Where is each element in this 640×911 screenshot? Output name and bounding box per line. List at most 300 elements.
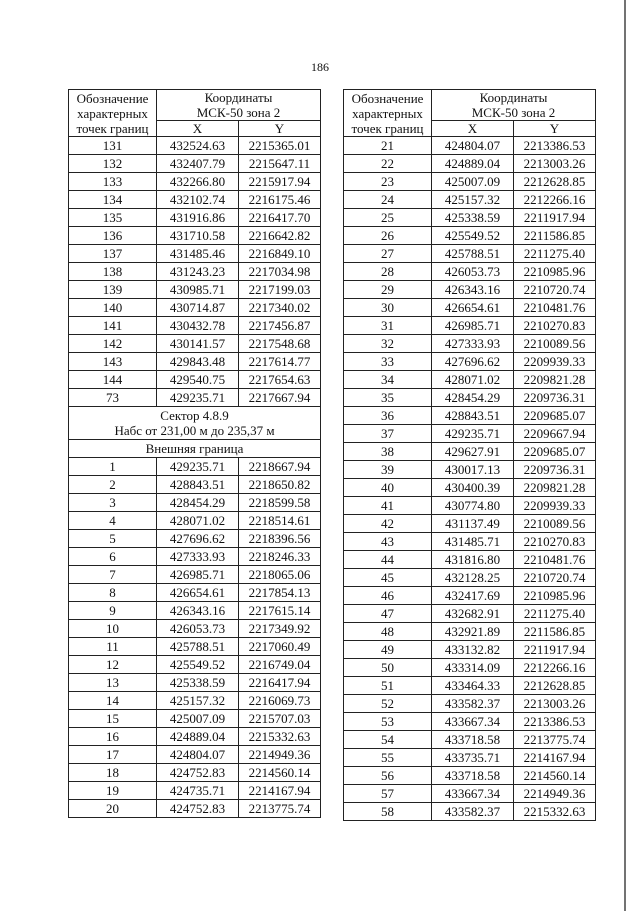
- point-id: 39: [344, 461, 432, 479]
- point-id: 21: [344, 137, 432, 155]
- point-id: 132: [69, 155, 157, 173]
- point-id: 131: [69, 137, 157, 155]
- y-coordinate: 2213386.53: [514, 137, 596, 155]
- x-coordinate: 427696.62: [157, 530, 239, 548]
- x-coordinate: 433132.82: [432, 641, 514, 659]
- point-id: 55: [344, 749, 432, 767]
- y-coordinate: 2217614.77: [239, 353, 321, 371]
- x-coordinate: 424889.04: [157, 728, 239, 746]
- table-row: [344, 299, 596, 317]
- y-coordinate: 2210089.56: [514, 335, 596, 353]
- table-row: [344, 191, 596, 209]
- x-coordinate: 433582.37: [432, 803, 514, 821]
- table-row: [344, 389, 596, 407]
- coordinates-table-left: [68, 89, 321, 818]
- x-coordinate: 426053.73: [157, 620, 239, 638]
- point-id: 137: [69, 245, 157, 263]
- y-coordinate: 2209736.31: [514, 389, 596, 407]
- y-coordinate: 2213386.53: [514, 713, 596, 731]
- point-id: 141: [69, 317, 157, 335]
- x-coordinate: 433718.58: [432, 731, 514, 749]
- y-coordinate: 2212628.85: [514, 677, 596, 695]
- point-id: 140: [69, 299, 157, 317]
- table-row: [344, 785, 596, 803]
- y-coordinate: 2214949.36: [239, 746, 321, 764]
- point-id: 17: [69, 746, 157, 764]
- point-id: 48: [344, 623, 432, 641]
- x-coordinate: 429540.75: [157, 371, 239, 389]
- y-coordinate: 2217199.03: [239, 281, 321, 299]
- table-row: [69, 656, 321, 674]
- y-coordinate: 2209821.28: [514, 479, 596, 497]
- point-id: 15: [69, 710, 157, 728]
- table-row: [69, 548, 321, 566]
- y-coordinate: 2217548.68: [239, 335, 321, 353]
- point-id: 57: [344, 785, 432, 803]
- table-row: [344, 425, 596, 443]
- table-row: [344, 263, 596, 281]
- point-id: 143: [69, 353, 157, 371]
- y-coordinate: 2218599.58: [239, 494, 321, 512]
- y-coordinate: 2213003.26: [514, 695, 596, 713]
- x-coordinate: 424752.83: [157, 800, 239, 818]
- table-row: [69, 638, 321, 656]
- table-row: [344, 137, 596, 155]
- table-row: [344, 551, 596, 569]
- x-coordinate: 424804.07: [157, 746, 239, 764]
- y-column-header: Y: [239, 121, 321, 137]
- x-coordinate: 428843.51: [432, 407, 514, 425]
- y-coordinate: 2213775.74: [239, 800, 321, 818]
- point-id: 52: [344, 695, 432, 713]
- table-row: [69, 800, 321, 818]
- x-coordinate: 432407.79: [157, 155, 239, 173]
- table-row: [344, 533, 596, 551]
- point-id: 144: [69, 371, 157, 389]
- y-coordinate: 2209821.28: [514, 371, 596, 389]
- table-row: [344, 461, 596, 479]
- y-coordinate: 2210270.83: [514, 533, 596, 551]
- x-coordinate: 425549.52: [157, 656, 239, 674]
- point-id: 133: [69, 173, 157, 191]
- y-coordinate: 2211586.85: [514, 227, 596, 245]
- x-coordinate: 432417.69: [432, 587, 514, 605]
- table-row: [69, 191, 321, 209]
- point-id: 35: [344, 389, 432, 407]
- y-coordinate: 2213775.74: [514, 731, 596, 749]
- point-id: 19: [69, 782, 157, 800]
- x-coordinate: 426985.71: [157, 566, 239, 584]
- x-coordinate: 433582.37: [432, 695, 514, 713]
- table-row: [344, 317, 596, 335]
- x-coordinate: 426654.61: [432, 299, 514, 317]
- table-row: [69, 317, 321, 335]
- x-coordinate: 426053.73: [432, 263, 514, 281]
- x-coordinate: 432102.74: [157, 191, 239, 209]
- x-column-header: X: [432, 121, 514, 137]
- table-row: [344, 767, 596, 785]
- table-row: [344, 677, 596, 695]
- table-row: [69, 209, 321, 227]
- y-coordinate: 2215647.11: [239, 155, 321, 173]
- y-coordinate: 2212628.85: [514, 173, 596, 191]
- table-row: [69, 281, 321, 299]
- point-id: 138: [69, 263, 157, 281]
- y-coordinate: 2209736.31: [514, 461, 596, 479]
- table-row: [69, 389, 321, 407]
- point-id: 42: [344, 515, 432, 533]
- boundary-title: [69, 440, 321, 458]
- x-coordinate: 431485.71: [432, 533, 514, 551]
- point-id: 18: [69, 764, 157, 782]
- point-id: 13: [69, 674, 157, 692]
- x-coordinate: 425157.32: [432, 191, 514, 209]
- table-row: [344, 443, 596, 461]
- y-coordinate: 2218065.06: [239, 566, 321, 584]
- point-id: 58: [344, 803, 432, 821]
- point-id: 5: [69, 530, 157, 548]
- table-row: [344, 245, 596, 263]
- table-row: [69, 728, 321, 746]
- table-row: [344, 155, 596, 173]
- table-row: [344, 623, 596, 641]
- y-coordinate: 2218246.33: [239, 548, 321, 566]
- table-row: [69, 263, 321, 281]
- table-row: [344, 713, 596, 731]
- y-coordinate: 2217060.49: [239, 638, 321, 656]
- point-id: 53: [344, 713, 432, 731]
- boundary-title-cell: Внешняя граница: [69, 440, 321, 458]
- point-id: 4: [69, 512, 157, 530]
- point-id: 30: [344, 299, 432, 317]
- point-id: 134: [69, 191, 157, 209]
- y-coordinate: 2215332.63: [514, 803, 596, 821]
- y-coordinate: 2216642.82: [239, 227, 321, 245]
- table-row: [344, 587, 596, 605]
- scan-edge: [624, 0, 626, 911]
- point-id: 26: [344, 227, 432, 245]
- y-coordinate: 2214949.36: [514, 785, 596, 803]
- y-coordinate: 2218667.94: [239, 458, 321, 476]
- y-coordinate: 2216749.04: [239, 656, 321, 674]
- y-coordinate: 2214560.14: [514, 767, 596, 785]
- points-column-header: Обозначение характерных точек границ: [69, 90, 157, 137]
- x-coordinate: 425788.51: [157, 638, 239, 656]
- x-coordinate: 425788.51: [432, 245, 514, 263]
- table-row: [69, 530, 321, 548]
- x-coordinate: 429235.71: [432, 425, 514, 443]
- x-coordinate: 430017.13: [432, 461, 514, 479]
- coordinates-header: Координаты МСК-50 зона 2: [432, 90, 596, 121]
- x-coordinate: 425338.59: [432, 209, 514, 227]
- point-id: 28: [344, 263, 432, 281]
- x-coordinate: 431816.80: [432, 551, 514, 569]
- coordinates-table-right: [343, 89, 596, 821]
- coordinates-header: Координаты МСК-50 зона 2: [157, 90, 321, 121]
- y-coordinate: 2209685.07: [514, 443, 596, 461]
- point-id: 51: [344, 677, 432, 695]
- point-id: 40: [344, 479, 432, 497]
- y-coordinate: 2215332.63: [239, 728, 321, 746]
- table-row: [69, 335, 321, 353]
- x-coordinate: 428071.02: [157, 512, 239, 530]
- x-coordinate: 432524.63: [157, 137, 239, 155]
- point-id: 46: [344, 587, 432, 605]
- point-id: 44: [344, 551, 432, 569]
- table-row: [344, 605, 596, 623]
- y-coordinate: 2213003.26: [514, 155, 596, 173]
- y-coordinate: 2210270.83: [514, 317, 596, 335]
- x-coordinate: 428454.29: [157, 494, 239, 512]
- table-row: [69, 566, 321, 584]
- point-id: 10: [69, 620, 157, 638]
- y-coordinate: 2217667.94: [239, 389, 321, 407]
- point-id: 8: [69, 584, 157, 602]
- x-coordinate: 424752.83: [157, 764, 239, 782]
- table-row: [69, 746, 321, 764]
- table-row: [69, 764, 321, 782]
- point-id: 50: [344, 659, 432, 677]
- x-coordinate: 430985.71: [157, 281, 239, 299]
- x-coordinate: 430432.78: [157, 317, 239, 335]
- point-id: 1: [69, 458, 157, 476]
- point-id: 136: [69, 227, 157, 245]
- y-coordinate: 2215917.94: [239, 173, 321, 191]
- x-coordinate: 428071.02: [432, 371, 514, 389]
- y-coordinate: 2216175.46: [239, 191, 321, 209]
- x-coordinate: 428843.51: [157, 476, 239, 494]
- table-row: [344, 497, 596, 515]
- x-coordinate: 432128.25: [432, 569, 514, 587]
- y-coordinate: 2216417.94: [239, 674, 321, 692]
- table-row: [344, 515, 596, 533]
- point-id: 32: [344, 335, 432, 353]
- table-row: [344, 173, 596, 191]
- table-row: [69, 782, 321, 800]
- y-coordinate: 2210481.76: [514, 551, 596, 569]
- table-row: [344, 407, 596, 425]
- x-coordinate: 425549.52: [432, 227, 514, 245]
- x-coordinate: 431137.49: [432, 515, 514, 533]
- point-id: 142: [69, 335, 157, 353]
- point-id: 43: [344, 533, 432, 551]
- x-coordinate: 433718.58: [432, 767, 514, 785]
- x-coordinate: 426343.16: [432, 281, 514, 299]
- point-id: 20: [69, 800, 157, 818]
- point-id: 31: [344, 317, 432, 335]
- point-id: 56: [344, 767, 432, 785]
- table-row: [69, 227, 321, 245]
- x-coordinate: 431485.46: [157, 245, 239, 263]
- table-row: [344, 695, 596, 713]
- point-id: 135: [69, 209, 157, 227]
- x-coordinate: 433464.33: [432, 677, 514, 695]
- table-row: [344, 659, 596, 677]
- point-id: 24: [344, 191, 432, 209]
- y-coordinate: 2215707.03: [239, 710, 321, 728]
- table-row: [69, 512, 321, 530]
- table-row: [69, 245, 321, 263]
- x-coordinate: 427333.93: [432, 335, 514, 353]
- point-id: 16: [69, 728, 157, 746]
- point-id: 23: [344, 173, 432, 191]
- y-coordinate: 2211917.94: [514, 641, 596, 659]
- x-coordinate: 424804.07: [432, 137, 514, 155]
- point-id: 11: [69, 638, 157, 656]
- y-coordinate: 2210985.96: [514, 587, 596, 605]
- y-coordinate: 2210089.56: [514, 515, 596, 533]
- point-id: 2: [69, 476, 157, 494]
- y-coordinate: 2209939.33: [514, 497, 596, 515]
- x-coordinate: 427333.93: [157, 548, 239, 566]
- x-coordinate: 426343.16: [157, 602, 239, 620]
- x-coordinate: 427696.62: [432, 353, 514, 371]
- table-row: [344, 803, 596, 821]
- table-row: [69, 155, 321, 173]
- table-row: [69, 710, 321, 728]
- point-id: 14: [69, 692, 157, 710]
- y-coordinate: 2217615.14: [239, 602, 321, 620]
- point-id: 12: [69, 656, 157, 674]
- point-id: 139: [69, 281, 157, 299]
- table-row: [69, 137, 321, 155]
- x-coordinate: 432682.91: [432, 605, 514, 623]
- point-id: 25: [344, 209, 432, 227]
- table-row: [344, 353, 596, 371]
- point-id: 36: [344, 407, 432, 425]
- point-id: 27: [344, 245, 432, 263]
- x-coordinate: 430774.80: [432, 497, 514, 515]
- point-id: 45: [344, 569, 432, 587]
- y-coordinate: 2216069.73: [239, 692, 321, 710]
- point-id: 38: [344, 443, 432, 461]
- y-coordinate: 2218650.82: [239, 476, 321, 494]
- point-id: 33: [344, 353, 432, 371]
- x-coordinate: 430141.57: [157, 335, 239, 353]
- y-coordinate: 2212266.16: [514, 659, 596, 677]
- x-coordinate: 429627.91: [432, 443, 514, 461]
- point-id: 9: [69, 602, 157, 620]
- y-coordinate: 2214560.14: [239, 764, 321, 782]
- x-column-header: X: [157, 121, 239, 137]
- x-coordinate: 431710.58: [157, 227, 239, 245]
- x-coordinate: 426985.71: [432, 317, 514, 335]
- x-coordinate: 430714.87: [157, 299, 239, 317]
- table-row: [69, 584, 321, 602]
- x-coordinate: 433667.34: [432, 785, 514, 803]
- x-coordinate: 425157.32: [157, 692, 239, 710]
- y-coordinate: 2216417.70: [239, 209, 321, 227]
- table-row: [344, 335, 596, 353]
- x-coordinate: 425007.09: [432, 173, 514, 191]
- table-row: [344, 479, 596, 497]
- x-coordinate: 432266.80: [157, 173, 239, 191]
- y-coordinate: 2211917.94: [514, 209, 596, 227]
- y-coordinate: 2209939.33: [514, 353, 596, 371]
- x-coordinate: 429843.48: [157, 353, 239, 371]
- y-coordinate: 2210985.96: [514, 263, 596, 281]
- y-coordinate: 2209685.07: [514, 407, 596, 425]
- table-row: [344, 641, 596, 659]
- table-row: [69, 173, 321, 191]
- x-coordinate: 429235.71: [157, 389, 239, 407]
- y-coordinate: 2217854.13: [239, 584, 321, 602]
- point-id: 73: [69, 389, 157, 407]
- sector-title: [69, 407, 321, 440]
- table-row: [69, 476, 321, 494]
- table-row: [69, 458, 321, 476]
- x-coordinate: 424889.04: [432, 155, 514, 173]
- x-coordinate: 428454.29: [432, 389, 514, 407]
- point-id: 41: [344, 497, 432, 515]
- table-row: [69, 299, 321, 317]
- point-id: 47: [344, 605, 432, 623]
- table-row: [344, 209, 596, 227]
- point-id: 7: [69, 566, 157, 584]
- y-coordinate: 2210720.74: [514, 281, 596, 299]
- y-coordinate: 2214167.94: [239, 782, 321, 800]
- x-coordinate: 425007.09: [157, 710, 239, 728]
- point-id: 6: [69, 548, 157, 566]
- y-coordinate: 2217349.92: [239, 620, 321, 638]
- point-id: 54: [344, 731, 432, 749]
- table-row: [69, 602, 321, 620]
- x-coordinate: 431243.23: [157, 263, 239, 281]
- table-row: [69, 353, 321, 371]
- x-coordinate: 431916.86: [157, 209, 239, 227]
- y-coordinate: 2211586.85: [514, 623, 596, 641]
- point-id: 34: [344, 371, 432, 389]
- x-coordinate: 433735.71: [432, 749, 514, 767]
- y-coordinate: 2210481.76: [514, 299, 596, 317]
- x-coordinate: 430400.39: [432, 479, 514, 497]
- table-row: [344, 749, 596, 767]
- table-row: [69, 674, 321, 692]
- x-coordinate: 425338.59: [157, 674, 239, 692]
- y-coordinate: 2209667.94: [514, 425, 596, 443]
- point-id: 29: [344, 281, 432, 299]
- y-coordinate: 2211275.40: [514, 605, 596, 623]
- page-number: 186: [311, 60, 329, 74]
- y-coordinate: 2214167.94: [514, 749, 596, 767]
- points-column-header: Обозначение характерных точек границ: [344, 90, 432, 137]
- x-coordinate: 429235.71: [157, 458, 239, 476]
- y-coordinate: 2218396.56: [239, 530, 321, 548]
- table-row: [69, 494, 321, 512]
- point-id: 49: [344, 641, 432, 659]
- y-coordinate: 2212266.16: [514, 191, 596, 209]
- point-id: 3: [69, 494, 157, 512]
- y-coordinate: 2211275.40: [514, 245, 596, 263]
- y-coordinate: 2210720.74: [514, 569, 596, 587]
- x-coordinate: 433667.34: [432, 713, 514, 731]
- x-coordinate: 424735.71: [157, 782, 239, 800]
- table-row: [69, 371, 321, 389]
- table-row: [344, 227, 596, 245]
- table-row: [69, 620, 321, 638]
- y-coordinate: 2217654.63: [239, 371, 321, 389]
- x-coordinate: 432921.89: [432, 623, 514, 641]
- x-coordinate: 433314.09: [432, 659, 514, 677]
- sector-title-cell: Сектор 4.8.9 Набс от 231,00 м до 235,37 м: [69, 407, 321, 440]
- table-row: [344, 371, 596, 389]
- table-row: [344, 731, 596, 749]
- table-row: [344, 281, 596, 299]
- point-id: 37: [344, 425, 432, 443]
- y-coordinate: 2217034.98: [239, 263, 321, 281]
- y-coordinate: 2216849.10: [239, 245, 321, 263]
- x-coordinate: 426654.61: [157, 584, 239, 602]
